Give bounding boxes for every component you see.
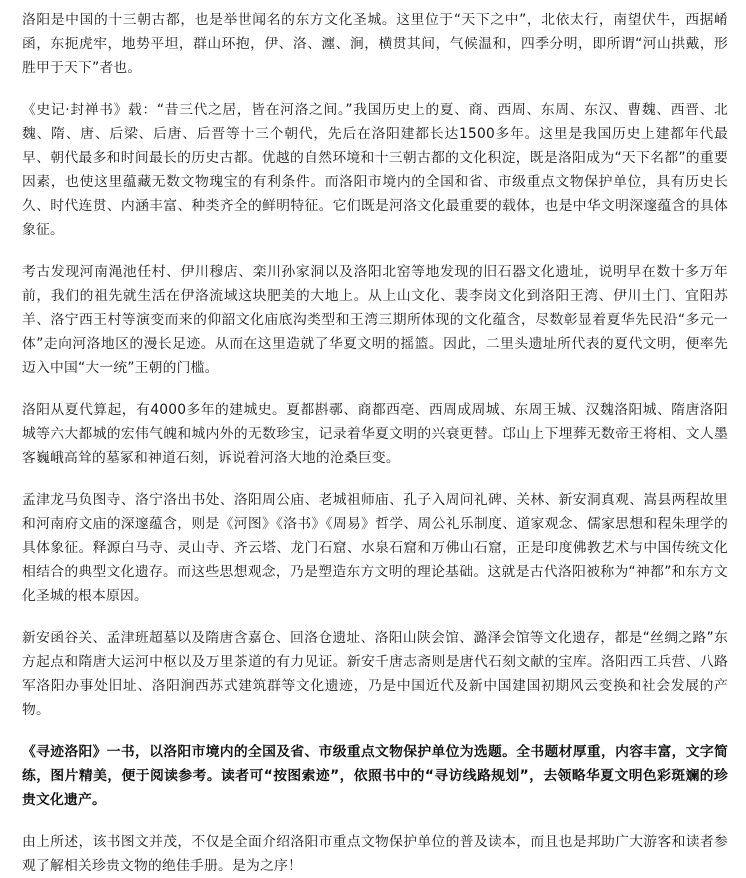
paragraph-book-intro: 《寻迹洛阳》一书，以洛阳市境内的全国及省、市级重点文物保护单位为选题。全书题材厚重，内容丰富，文字简练，图片精美，便于阅读参考。读者可“按图索迹”，依照书中的“寻访线路规划”，去领略华夏文明色彩斑斓的珍贵文化遗产。 [22,744,728,808]
paragraph-culture: 孟津龙马负图寺、洛宁洛出书处、洛阳周公庙、老城祖师庙、孔子入周问礼碑、关林、新安洞真观、嵩县两程故里和河南府文庙的深邃蕴含，则是《河图》《洛书》《周易》哲学、周公礼乐制度、道家观念、儒家思想和程朱理学的具体象征。释源白马寺、灵山寺、齐云塔、龙门石窟、水泉石窟和万佛山石窟，正是印度佛教艺术与中国传统文化相结合的典型文化遗存。而这些思想观念，乃是塑造东方文明的理论基础。这就是古代洛阳被称为“神都”和东方文化圣城的根本原因。 [22,492,728,604]
paragraph-city-history: 洛阳从夏代算起，有4000多年的建城史。夏都斟鄩、商都西亳、西周成周城、东周王城、汉魏洛阳城、隋唐洛阳城等六大都城的宏伟气魄和城内外的无数珍宝，记录着华夏文明的兴衰更替。邙山上下埋葬无数帝王将相、文人墨客巍峨高耸的墓冢和神道石刻，诉说着河洛大地的沧桑巨变。 [22,402,728,466]
paragraph-archaeology: 考古发现河南渑池任村、伊川穆店、栾川孙家洞以及洛阳北窑等地发现的旧石器文化遗址，说明早在数十多万年前，我们的祖先就生活在伊洛流域这块肥美的大地上。从上山文化、裴李岗文化到洛阳王湾、伊川土门、宜阳苏羊、洛宁西王村等演变而来的仰韶文化庙底沟类型和王湾三期所体现的文化蕴含，尽数彰显着夏华先民沿“多元一体”走向河洛地区的漫长足迹。从而在这里造就了华夏文明的摇篮。因此，二里头遗址所代表的夏代文明，便率先迈入中国“大一统”王朝的门槛。 [22,264,728,376]
paragraph-silk-road: 新安函谷关、孟津班超墓以及隋唐含嘉仓、回洛仓遗址、洛阳山陕会馆、潞泽会馆等文化遗存，都是“丝绸之路”东方起点和隋唐大运河中枢以及万里茶道的有力见证。新安千唐志斋则是唐代石刻文献的宝库。洛阳西工兵营、八路军洛阳办事处旧址、洛阳涧西苏式建筑群等文化遗迹，乃是中国近代及新中国建国初期风云变换和社会发展的产物。 [22,630,728,718]
paragraph-dynasties: 《史记·封禅书》载：“昔三代之居，皆在河洛之间。”我国历史上的夏、商、西周、东周、东汉、曹魏、西晋、北魏、隋、唐、后梁、后唐、后晋等十三个朝代，先后在洛阳建都长达1500多年。这里是我国历史上建都年代最早、朝代最多和时间最长的历史古都。优越的自然环境和十三朝古都的文化积淀，既是洛阳成为“天下名都”的重要因素，也使这里蕴藏无数文物瑰宝的有利条件。而洛阳市境内的全国和省、市级重点文物保护单位，具有历史长久、时代连贯、内涵丰富、种类齐全的鲜明特征。它们既是河洛文化最重要的载体，也是中华文明深邃蕴含的具体象征。 [22,102,728,238]
paragraph-intro: 洛阳是中国的十三朝古都，也是举世闻名的东方文化圣城。这里位于“天下之中”，北依太行，南望伏牛，西据崤函，东扼虎牢，地势平坦，群山环抱，伊、洛、瀍、涧，横贯其间，气候温和，四季分明，即所谓“河山拱戴，形胜甲于天下”者也。 [22,12,728,76]
paragraph-conclusion: 由上所述，该书图文并茂，不仅是全面介绍洛阳市重点文物保护单位的普及读本，而且也是邦助广大游客和读者参观了解相关珍贵文物的绝佳手册。是为之序！ [22,834,728,874]
article-body [22,8,728,878]
